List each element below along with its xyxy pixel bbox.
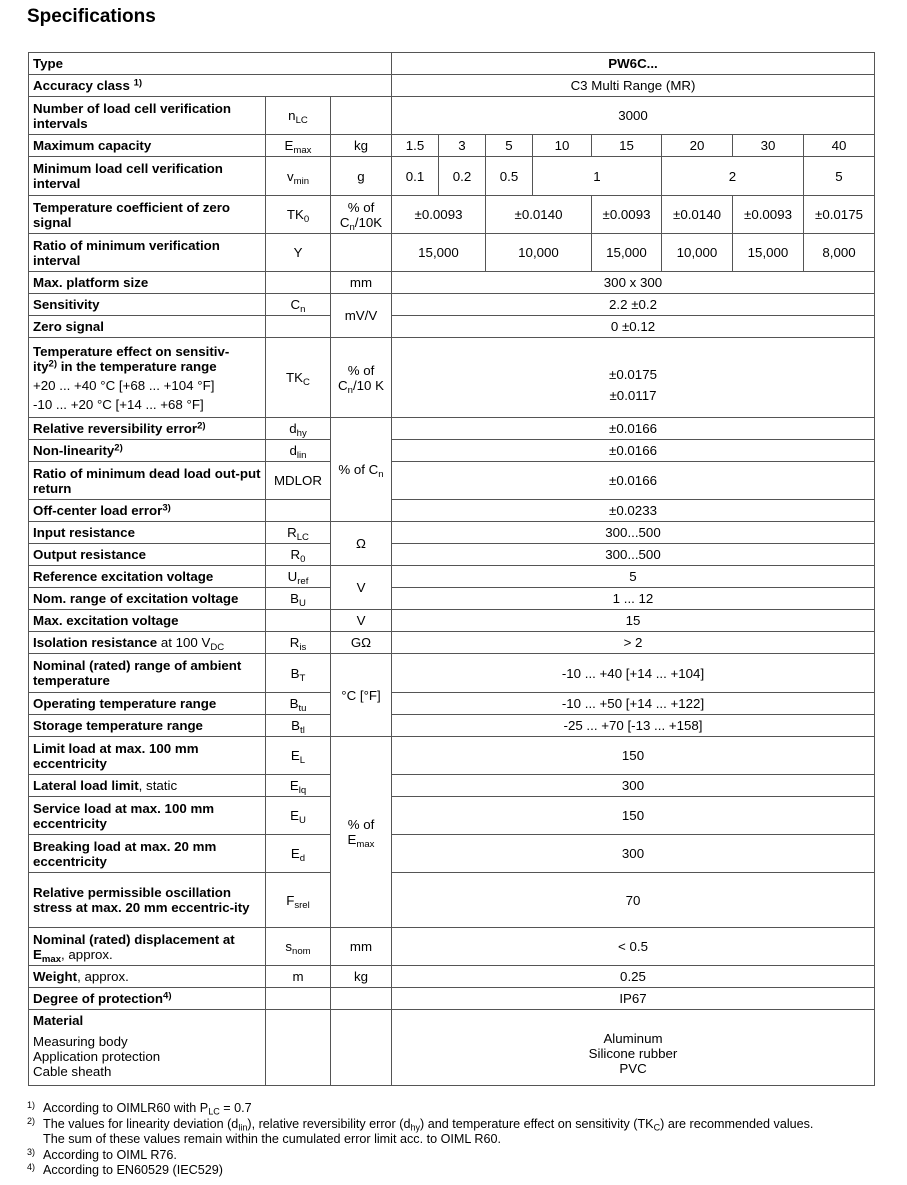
param-label: Operating temperature range	[29, 693, 266, 715]
y-value: 10,000	[662, 234, 733, 272]
value-cell: 15	[392, 610, 875, 632]
param-label: Number of load cell verification intervals	[29, 97, 266, 135]
footnotes	[27, 1101, 887, 1179]
symbol-cell: $v_{min}$	[266, 157, 331, 196]
param-label: Breaking load at max. 20 mm eccentricity	[29, 835, 266, 873]
symbol-cell: $E_{max}$	[266, 135, 331, 157]
symbol-cell: $TK_0$	[266, 196, 331, 234]
capacity-value: 10	[533, 135, 592, 157]
param-label: Off-center load error$^{3)}$	[29, 500, 266, 522]
param-label: Maximum capacity	[29, 135, 266, 157]
unit-cell: kg	[331, 135, 392, 157]
symbol-cell: $R_{is}$	[266, 632, 331, 654]
param-label: Accuracy class $^{1)}$	[29, 75, 392, 97]
footnote: 1) According to OIMLR60 with $P_{LC} = 0.7$	[27, 1100, 252, 1117]
value-cell: 300 x 300	[392, 272, 875, 294]
vmin-value: 0.1	[392, 157, 439, 196]
capacity-value: 5	[486, 135, 533, 157]
tk0-value: ±0.0175	[804, 196, 875, 234]
table-row	[29, 418, 875, 440]
value-cell: 2.2 ±0.2	[392, 294, 875, 316]
param-label: Minimum load cell verification interval	[29, 157, 266, 196]
capacity-value: 15	[592, 135, 662, 157]
symbol-cell: $R_{LC}$	[266, 522, 331, 544]
vmin-value: 0.5	[486, 157, 533, 196]
tk0-value: ±0.0140	[486, 196, 592, 234]
unit-cell	[331, 988, 392, 1010]
unit-cell: °C [°F]	[331, 654, 392, 737]
param-label: Input resistance	[29, 522, 266, 544]
symbol-cell: $F_{srel}$	[266, 873, 331, 928]
param-label: Service load at max. 100 mm eccentricity	[29, 797, 266, 835]
symbol-cell	[266, 500, 331, 522]
table-row	[29, 566, 875, 588]
table-row	[29, 522, 875, 544]
value-cell: 1 ... 12	[392, 588, 875, 610]
value-cell: ±0.0166	[392, 418, 875, 440]
table-row	[29, 294, 875, 316]
symbol-cell	[266, 988, 331, 1010]
y-value: 15,000	[733, 234, 804, 272]
value-cell: ±0.0175 ±0.0117	[392, 338, 875, 418]
value-cell: 3000	[392, 97, 875, 135]
table-row	[29, 928, 875, 966]
symbol-cell: $C_n$	[266, 294, 331, 316]
table-row	[29, 715, 875, 737]
param-label: Ratio of minimum dead load out-put return	[29, 462, 266, 500]
unit-cell: mV/V	[331, 294, 392, 338]
unit-cell: GΩ	[331, 632, 392, 654]
table-row	[29, 737, 875, 775]
value-cell: Aluminum Silicone rubber PVC	[392, 1010, 875, 1086]
symbol-cell: $U_{ref}$	[266, 566, 331, 588]
param-label: Non-linearity$^{2)}$	[29, 440, 266, 462]
table-row	[29, 440, 875, 462]
symbol-cell: $B_T$	[266, 654, 331, 693]
symbol-cell: $R_0$	[266, 544, 331, 566]
param-label: Nominal (rated) displacement at $E_{max}$, approx.	[29, 928, 266, 966]
value-cell: C3 Multi Range (MR)	[392, 75, 875, 97]
capacity-value: 40	[804, 135, 875, 157]
table-row	[29, 797, 875, 835]
table-row	[29, 610, 875, 632]
unit-cell: % of $E_{max}$	[331, 737, 392, 928]
symbol-cell	[266, 610, 331, 632]
symbol-cell	[266, 316, 331, 338]
param-label: Nominal (rated) range of ambient temperature	[29, 654, 266, 693]
unit-cell	[331, 1010, 392, 1086]
value-cell: -25 ... +70 [-13 ... +158]	[392, 715, 875, 737]
tk0-value: ±0.0093	[592, 196, 662, 234]
y-value: 15,000	[392, 234, 486, 272]
footnote: 3) According to OIML R76.	[27, 1146, 177, 1162]
value-cell: 0 ±0.12	[392, 316, 875, 338]
param-label: Max. platform size	[29, 272, 266, 294]
table-row	[29, 53, 875, 75]
unit-cell: mm	[331, 272, 392, 294]
value-cell: > 2	[392, 632, 875, 654]
value-cell: ±0.0233	[392, 500, 875, 522]
footnote: 4) According to EN60529 (IEC529)	[27, 1162, 223, 1177]
symbol-cell: m	[266, 966, 331, 988]
param-label: Max. excitation voltage	[29, 610, 266, 632]
param-label: Material Measuring body Application protection Cable sheath	[29, 1010, 266, 1086]
unit-cell: % of $C_n$	[331, 418, 392, 522]
table-row	[29, 632, 875, 654]
value-cell: -10 ... +40 [+14 ... +104]	[392, 654, 875, 693]
table-row	[29, 988, 875, 1010]
table-row	[29, 544, 875, 566]
param-label: Relative reversibility error$^{2)}$	[29, 418, 266, 440]
symbol-cell: $E_d$	[266, 835, 331, 873]
table-row	[29, 693, 875, 715]
table-row	[29, 338, 875, 418]
vmin-value: 1	[533, 157, 662, 196]
param-label: Output resistance	[29, 544, 266, 566]
param-label: Temperature effect on sensitiv- ity$^{2)}$ in the temperature range +20 ... +40 °C [+68 ... +104 °F] -10 ... +20 °C [+14 ... +68 °F]	[29, 338, 266, 418]
value-cell: -10 ... +50 [+14 ... +122]	[392, 693, 875, 715]
table-row	[29, 234, 875, 272]
specifications-table	[28, 52, 875, 1086]
value-cell: 5	[392, 566, 875, 588]
value-cell: < 0.5	[392, 928, 875, 966]
table-row	[29, 588, 875, 610]
table-row	[29, 272, 875, 294]
symbol-cell: $d_{lin}$	[266, 440, 331, 462]
param-label: Reference excitation voltage	[29, 566, 266, 588]
value-cell: 70	[392, 873, 875, 928]
param-label: Sensitivity	[29, 294, 266, 316]
unit-cell	[331, 97, 392, 135]
symbol-cell: $B_U$	[266, 588, 331, 610]
unit-cell: % of $C_n/10K$	[331, 196, 392, 234]
value-cell: ±0.0166	[392, 440, 875, 462]
param-label: Storage temperature range	[29, 715, 266, 737]
table-row	[29, 1010, 875, 1086]
table-row	[29, 157, 875, 196]
value-cell: 150	[392, 737, 875, 775]
vmin-value: 5	[804, 157, 875, 196]
unit-cell: V	[331, 610, 392, 632]
value-cell: 150	[392, 797, 875, 835]
param-label: Zero signal	[29, 316, 266, 338]
param-label: Weight, approx.	[29, 966, 266, 988]
param-label: Ratio of minimum verification interval	[29, 234, 266, 272]
symbol-cell	[266, 1010, 331, 1086]
footnote: 2) The values for linearity deviation $(d_{lin})$, relative reversibility error $(d_{hy})$ and temperature effect on sensitivity $(TK_C)$ are recommended values. The sum of these values remain within the cumulated error limit acc. to OIML R60.	[27, 1115, 814, 1146]
capacity-value: 1.5	[392, 135, 439, 157]
symbol-cell: $B_{tl}$	[266, 715, 331, 737]
value-cell: 300...500	[392, 544, 875, 566]
symbol-cell: $s_{nom}$	[266, 928, 331, 966]
value-cell: 300	[392, 835, 875, 873]
unit-cell: g	[331, 157, 392, 196]
table-row	[29, 835, 875, 873]
vmin-value: 2	[662, 157, 804, 196]
symbol-cell: MDLOR	[266, 462, 331, 500]
capacity-value: 20	[662, 135, 733, 157]
symbol-cell: $E_U$	[266, 797, 331, 835]
footnote-ref: 1)	[133, 77, 143, 89]
y-value: 10,000	[486, 234, 592, 272]
value-cell: ±0.0166	[392, 462, 875, 500]
vmin-value: 0.2	[439, 157, 486, 196]
table-row	[29, 75, 875, 97]
unit-cell: % of $C_n/10$ K	[331, 338, 392, 418]
tk0-value: ±0.0093	[733, 196, 804, 234]
unit-cell: Ω	[331, 522, 392, 566]
param-label: Relative permissible oscillation stress at max. 20 mm eccentric-ity	[29, 873, 266, 928]
symbol-cell: $TK_C$	[266, 338, 331, 418]
value-cell: 0.25	[392, 966, 875, 988]
table-row	[29, 654, 875, 693]
table-row	[29, 316, 875, 338]
unit-cell: mm	[331, 928, 392, 966]
param-label: Limit load at max. 100 mm eccentricity	[29, 737, 266, 775]
symbol-cell: $E_{lq}$	[266, 775, 331, 797]
page-title: Specifications	[27, 6, 156, 27]
symbol-cell: $E_L$	[266, 737, 331, 775]
table-row	[29, 135, 875, 157]
unit-cell: kg	[331, 966, 392, 988]
param-label: Type	[29, 53, 392, 75]
y-value: 15,000	[592, 234, 662, 272]
param-label: Isolation resistance at 100 $V_{DC}$	[29, 632, 266, 654]
symbol-cell: Y	[266, 234, 331, 272]
capacity-value: 30	[733, 135, 804, 157]
table-row	[29, 462, 875, 500]
value-cell: IP67	[392, 988, 875, 1010]
symbol-cell	[266, 272, 331, 294]
table-row	[29, 775, 875, 797]
tk0-value: ±0.0093	[392, 196, 486, 234]
value-cell: 300...500	[392, 522, 875, 544]
unit-cell	[331, 234, 392, 272]
table-row	[29, 966, 875, 988]
table-row	[29, 500, 875, 522]
table-row	[29, 873, 875, 928]
table-row	[29, 97, 875, 135]
symbol-cell: $d_{hy}$	[266, 418, 331, 440]
y-value: 8,000	[804, 234, 875, 272]
param-label: Lateral load limit, static	[29, 775, 266, 797]
unit-cell: V	[331, 566, 392, 610]
symbol-cell: $n_{LC}$	[266, 97, 331, 135]
value-cell: 300	[392, 775, 875, 797]
table-row	[29, 196, 875, 234]
param-label: Degree of protection$^{4)}$	[29, 988, 266, 1010]
symbol-cell: $B_{tu}$	[266, 693, 331, 715]
capacity-value: 3	[439, 135, 486, 157]
param-label: Nom. range of excitation voltage	[29, 588, 266, 610]
param-label: Temperature coefficient of zero signal	[29, 196, 266, 234]
type-value: PW6C...	[392, 53, 875, 75]
tk0-value: ±0.0140	[662, 196, 733, 234]
